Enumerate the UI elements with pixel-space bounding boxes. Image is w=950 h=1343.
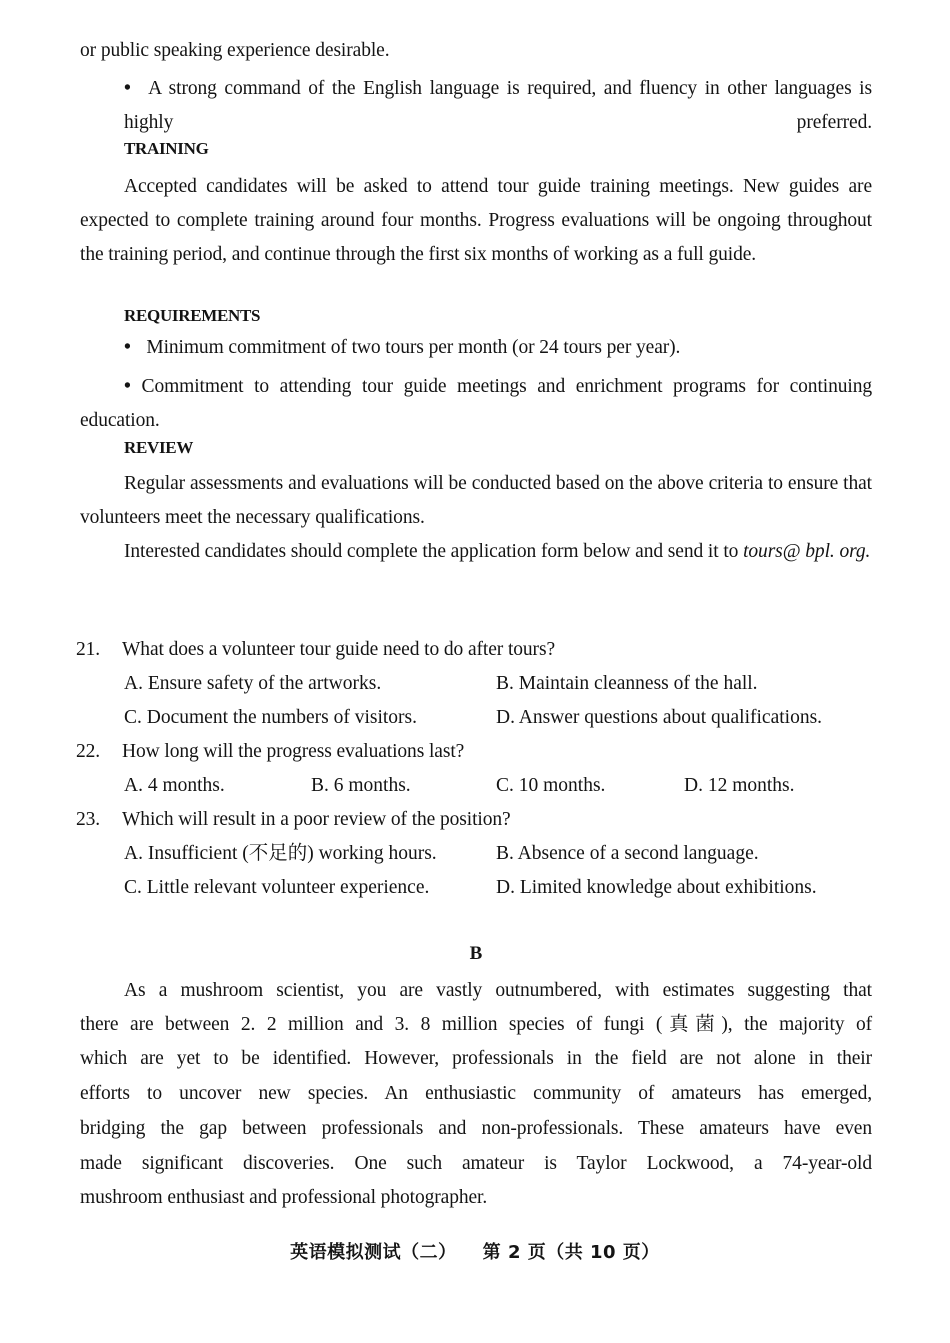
training-paragraph: Accepted candidates will be asked to attend tour guide training meetings. New guides are expected to complete training around four months. Progress evaluations will be ongoing throughout the training period, and continue through the first six months of working as a full guide. bbox=[80, 176, 872, 265]
bullet-text: A strong command of the English language is required, and fluency in other languages is highly preferred. bbox=[124, 78, 872, 133]
question-text: What does a volunteer tour guide need to do after tours? bbox=[122, 639, 555, 660]
option-a[interactable]: A. Insufficient (不足的) working hours. bbox=[124, 843, 437, 864]
bullet-text: Commitment to attending tour guide meetings and enrichment programs for continuing education. bbox=[80, 376, 872, 431]
section-heading-training: TRAINING bbox=[124, 139, 209, 158]
option-d[interactable]: D. Answer questions about qualifications. bbox=[496, 707, 823, 728]
option-a[interactable]: A. 4 months. bbox=[124, 775, 225, 796]
option-d[interactable]: D. Limited knowledge about exhibitions. bbox=[496, 877, 817, 898]
option-c[interactable]: C. Document the numbers of visitors. bbox=[124, 707, 418, 728]
option-b[interactable]: B. 6 months. bbox=[311, 775, 411, 796]
requirement-bullet-2 bbox=[80, 370, 872, 438]
exam-title: 英语模拟测试（二） bbox=[290, 1242, 457, 1263]
page-footer bbox=[0, 1238, 950, 1264]
section-heading-review: REVIEW bbox=[124, 438, 194, 457]
option-c[interactable]: C. Little relevant volunteer experience. bbox=[124, 877, 430, 898]
passage-b-line: mushroom enthusiast and professional photographer. bbox=[80, 1187, 488, 1208]
option-b[interactable]: B. Maintain cleanness of the hall. bbox=[496, 673, 758, 694]
question-number: 21. bbox=[76, 639, 101, 660]
option-c[interactable]: C. 10 months. bbox=[496, 775, 606, 796]
requirement-bullet-1 bbox=[124, 336, 680, 360]
question-21-options-row-1 bbox=[80, 672, 872, 696]
section-heading-requirements: REQUIREMENTS bbox=[124, 306, 261, 325]
passage-b-line: which are yet to be identified. However, professionals in the field are not alone in their bbox=[80, 1048, 872, 1069]
question-22 bbox=[76, 740, 464, 764]
closing-paragraph bbox=[80, 535, 872, 569]
passage-b-title: B bbox=[469, 943, 483, 964]
closing-text: Interested candidates should complete the application form below and send it to bbox=[124, 541, 739, 562]
bullet-text: Minimum commitment of two tours per month (or 24 tours per year). bbox=[146, 337, 681, 358]
passage-b-line: bridging the gap between professionals and non-professionals. These amateurs have even bbox=[80, 1118, 872, 1139]
bullet-icon: • bbox=[124, 376, 131, 397]
passage-b-line: there are between 2. 2 million and 3. 8 million species of fungi (真菌), the majority of bbox=[80, 1014, 872, 1035]
option-a[interactable]: A. Ensure safety of the artworks. bbox=[124, 673, 382, 694]
question-text: How long will the progress evaluations last? bbox=[122, 741, 465, 762]
review-paragraph: Regular assessments and evaluations will be conducted based on the above criteria to ensure that volunteers meet the necessary qualifications. bbox=[80, 473, 872, 528]
option-b[interactable]: B. Absence of a second language. bbox=[496, 843, 759, 864]
passage-b-line: made significant discoveries. One such amateur is Taylor Lockwood, a 74-year-old bbox=[80, 1153, 872, 1174]
passage-b-line: As a mushroom scientist, you are vastly outnumbered, with estimates suggesting that bbox=[124, 980, 872, 1001]
question-21 bbox=[76, 638, 555, 662]
passage-line: or public speaking experience desirable. bbox=[80, 40, 390, 61]
page-number: 第 2 页（共 10 页） bbox=[482, 1242, 660, 1263]
question-number: 22. bbox=[76, 741, 101, 762]
passage-b-line: efforts to uncover new species. An enthusiastic community of amateurs has emerged, bbox=[80, 1083, 872, 1104]
question-23 bbox=[76, 808, 511, 832]
bullet-english-requirement bbox=[124, 72, 872, 133]
question-23-options-row-1 bbox=[80, 842, 872, 866]
question-21-options-row-2 bbox=[80, 706, 872, 730]
option-d[interactable]: D. 12 months. bbox=[684, 775, 795, 796]
email-link[interactable]: tours@ bpl. org. bbox=[743, 541, 871, 562]
question-22-options-row bbox=[80, 774, 872, 798]
question-number: 23. bbox=[76, 809, 101, 830]
question-23-options-row-2 bbox=[80, 876, 872, 900]
question-text: Which will result in a poor review of the position? bbox=[122, 809, 511, 830]
